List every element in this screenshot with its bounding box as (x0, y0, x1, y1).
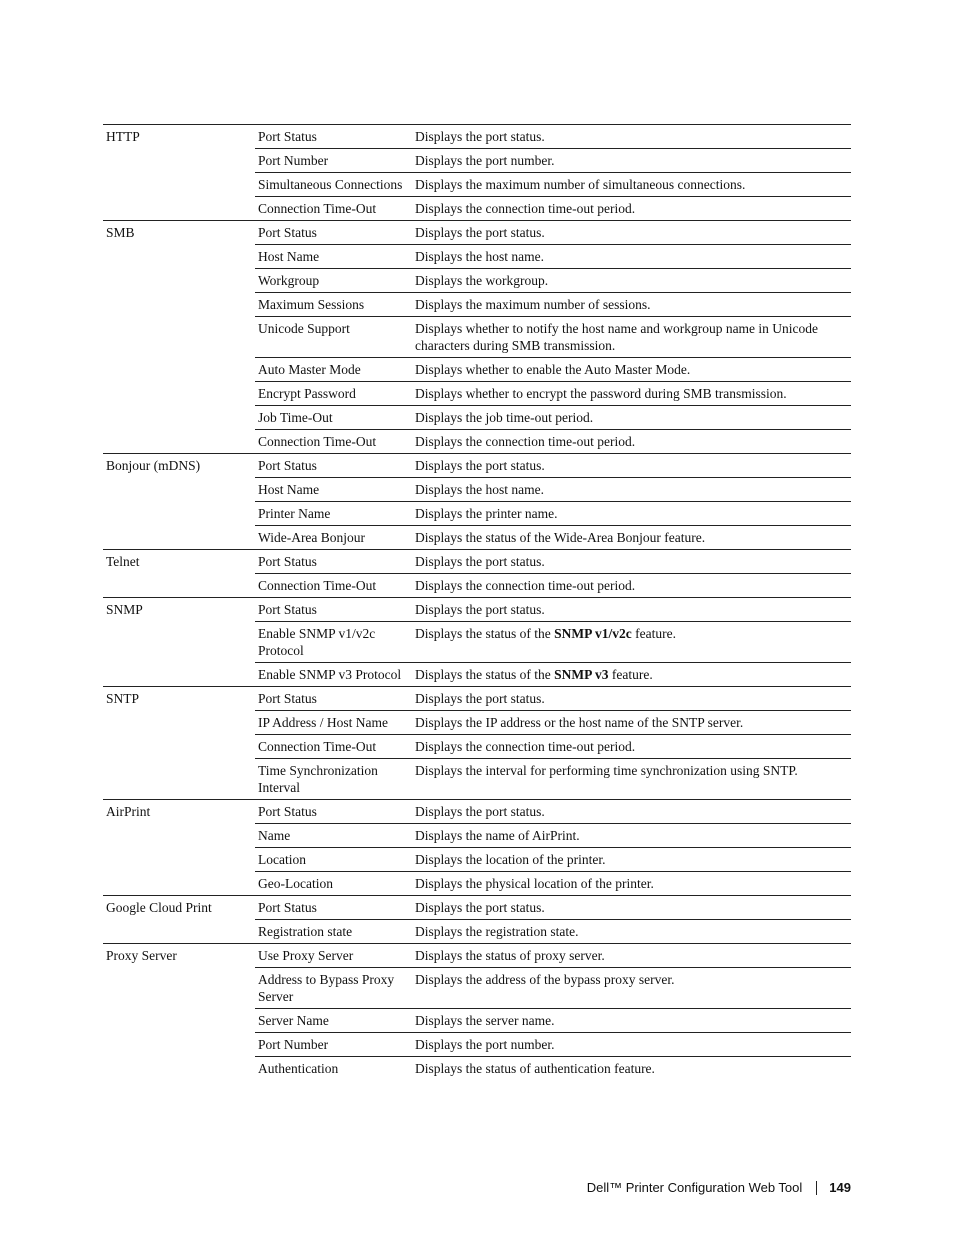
group-name: HTTP (106, 129, 140, 144)
group-name-cell (103, 149, 255, 173)
group-name: Telnet (106, 554, 140, 569)
table-row (103, 197, 851, 221)
table-row (103, 574, 851, 598)
group-name-cell (103, 968, 255, 1009)
item-name: Port Status (255, 221, 412, 245)
item-name: Workgroup (255, 269, 412, 293)
item-description: Displays the registration state. (412, 920, 851, 944)
item-description: Displays the physical location of the printer. (412, 872, 851, 896)
item-description: Displays the port status. (412, 125, 851, 149)
table-row (103, 382, 851, 406)
item-description: Displays the location of the printer. (412, 848, 851, 872)
item-name: Port Status (255, 687, 412, 711)
table-row (103, 173, 851, 197)
group-name: Proxy Server (106, 948, 177, 963)
table-row (103, 663, 851, 687)
table-row (103, 317, 851, 358)
group-name-cell (103, 269, 255, 293)
group-name-cell (103, 221, 255, 245)
group-name: AirPrint (106, 804, 151, 819)
group-name-cell (103, 406, 255, 430)
table-row (103, 896, 851, 920)
table-row (103, 735, 851, 759)
description-text: Displays the status of the (415, 667, 555, 682)
item-name: Enable SNMP v1/v2c Protocol (255, 622, 412, 663)
description-text: Displays the status of the (415, 626, 555, 641)
table-row (103, 968, 851, 1009)
group-name-cell (103, 598, 255, 622)
item-name: Port Status (255, 550, 412, 574)
item-name: IP Address / Host Name (255, 711, 412, 735)
item-description: Displays the workgroup. (412, 269, 851, 293)
table-row (103, 872, 851, 896)
item-description: Displays whether to encrypt the password during SMB transmission. (412, 382, 851, 406)
group-name-cell (103, 1009, 255, 1033)
item-name: Connection Time-Out (255, 735, 412, 759)
item-name: Unicode Support (255, 317, 412, 358)
item-description: Displays the connection time-out period. (412, 574, 851, 598)
group-name-cell (103, 872, 255, 896)
item-name: Host Name (255, 245, 412, 269)
table-row (103, 454, 851, 478)
item-description (412, 622, 851, 663)
item-name: Address to Bypass Proxy Server (255, 968, 412, 1009)
group-name-cell (103, 800, 255, 824)
item-name: Port Number (255, 149, 412, 173)
item-name: Location (255, 848, 412, 872)
item-name: Simultaneous Connections (255, 173, 412, 197)
item-description: Displays the port status. (412, 550, 851, 574)
group-name-cell (103, 173, 255, 197)
table-row (103, 245, 851, 269)
footer-title: Dell™ Printer Configuration Web Tool (586, 1180, 803, 1195)
group-name-cell (103, 896, 255, 920)
item-name: Time Synchronization Interval (255, 759, 412, 800)
item-description: Displays the connection time-out period. (412, 735, 851, 759)
description-emphasis: SNMP v3 (554, 667, 609, 682)
item-description: Displays the host name. (412, 245, 851, 269)
group-name-cell (103, 848, 255, 872)
item-name: Connection Time-Out (255, 197, 412, 221)
table-row (103, 502, 851, 526)
group-name-cell (103, 197, 255, 221)
item-name: Enable SNMP v3 Protocol (255, 663, 412, 687)
item-description (412, 663, 851, 687)
table-row (103, 920, 851, 944)
page-footer (587, 1180, 851, 1195)
item-name: Port Number (255, 1033, 412, 1057)
table-row (103, 944, 851, 968)
item-name: Connection Time-Out (255, 574, 412, 598)
group-name-cell (103, 735, 255, 759)
table-row (103, 406, 851, 430)
group-name-cell (103, 454, 255, 478)
group-name-cell (103, 125, 255, 149)
group-name: SMB (106, 225, 135, 240)
item-description: Displays the address of the bypass proxy server. (412, 968, 851, 1009)
description-text: feature. (608, 667, 653, 682)
table-row (103, 269, 851, 293)
table-row (103, 687, 851, 711)
item-name: Port Status (255, 896, 412, 920)
settings-table (103, 124, 851, 1080)
settings-table-body (103, 125, 851, 1081)
table-row (103, 622, 851, 663)
item-description: Displays the maximum number of sessions. (412, 293, 851, 317)
table-row (103, 149, 851, 173)
table-row (103, 293, 851, 317)
table-row (103, 358, 851, 382)
group-name-cell (103, 759, 255, 800)
item-name: Server Name (255, 1009, 412, 1033)
item-name: Use Proxy Server (255, 944, 412, 968)
item-description: Displays the port status. (412, 896, 851, 920)
group-name: Google Cloud Print (106, 900, 212, 915)
group-name: SNMP (106, 602, 143, 617)
group-name-cell (103, 358, 255, 382)
item-description: Displays the printer name. (412, 502, 851, 526)
item-description: Displays the port status. (412, 454, 851, 478)
item-description: Displays the connection time-out period. (412, 430, 851, 454)
item-name: Encrypt Password (255, 382, 412, 406)
item-description: Displays the name of AirPrint. (412, 824, 851, 848)
item-name: Maximum Sessions (255, 293, 412, 317)
item-name: Job Time-Out (255, 406, 412, 430)
item-description: Displays whether to enable the Auto Master Mode. (412, 358, 851, 382)
description-emphasis: SNMP v1/v2c (554, 626, 632, 641)
table-row (103, 800, 851, 824)
group-name-cell (103, 502, 255, 526)
group-name-cell (103, 824, 255, 848)
group-name-cell (103, 430, 255, 454)
item-description: Displays the host name. (412, 478, 851, 502)
item-description: Displays the port status. (412, 800, 851, 824)
item-name: Name (255, 824, 412, 848)
page-number: 149 (829, 1180, 851, 1195)
item-name: Port Status (255, 125, 412, 149)
item-description: Displays the port status. (412, 687, 851, 711)
item-description: Displays the server name. (412, 1009, 851, 1033)
group-name-cell (103, 574, 255, 598)
table-row (103, 526, 851, 550)
group-name-cell (103, 622, 255, 663)
group-name-cell (103, 550, 255, 574)
item-description: Displays the port number. (412, 1033, 851, 1057)
item-name: Port Status (255, 800, 412, 824)
table-row (103, 478, 851, 502)
item-name: Printer Name (255, 502, 412, 526)
item-name: Geo-Location (255, 872, 412, 896)
group-name-cell (103, 920, 255, 944)
item-name: Auto Master Mode (255, 358, 412, 382)
group-name-cell (103, 293, 255, 317)
item-name: Port Status (255, 598, 412, 622)
table-row (103, 125, 851, 149)
item-name: Host Name (255, 478, 412, 502)
table-row (103, 598, 851, 622)
table-row (103, 1057, 851, 1081)
item-description: Displays the port status. (412, 221, 851, 245)
group-name-cell (103, 382, 255, 406)
item-description: Displays the status of proxy server. (412, 944, 851, 968)
item-description: Displays the status of the Wide-Area Bonjour feature. (412, 526, 851, 550)
group-name-cell (103, 711, 255, 735)
item-description: Displays the interval for performing time synchronization using SNTP. (412, 759, 851, 800)
item-description: Displays the status of authentication feature. (415, 1061, 655, 1076)
group-name-cell (103, 663, 255, 687)
item-description: Displays whether to notify the host name and workgroup name in Unicode characters during SMB transmission. (412, 317, 851, 358)
table-row (103, 711, 851, 735)
table-row (103, 221, 851, 245)
group-name-cell (103, 526, 255, 550)
item-name: Port Status (255, 454, 412, 478)
item-description: Displays the port status. (412, 598, 851, 622)
item-name: Authentication (258, 1061, 339, 1076)
footer-divider (816, 1181, 817, 1195)
table-row (103, 824, 851, 848)
item-description: Displays the maximum number of simultaneous connections. (412, 173, 851, 197)
item-description: Displays the connection time-out period. (412, 197, 851, 221)
group-name-cell (103, 944, 255, 968)
group-name-cell (103, 245, 255, 269)
item-name: Wide-Area Bonjour (255, 526, 412, 550)
table-row (103, 430, 851, 454)
group-name-cell (103, 478, 255, 502)
item-description: Displays the job time-out period. (412, 406, 851, 430)
group-name-cell (103, 1033, 255, 1057)
table-row (103, 848, 851, 872)
item-name: Connection Time-Out (255, 430, 412, 454)
group-name: Bonjour (mDNS) (106, 458, 201, 473)
group-name-cell (103, 1057, 255, 1081)
item-description: Displays the port number. (412, 149, 851, 173)
group-name: SNTP (106, 691, 140, 706)
item-description: Displays the IP address or the host name of the SNTP server. (412, 711, 851, 735)
item-name: Registration state (255, 920, 412, 944)
group-name-cell (103, 317, 255, 358)
table-row (103, 1009, 851, 1033)
description-text: feature. (631, 626, 676, 641)
group-name-cell (103, 687, 255, 711)
table-row (103, 759, 851, 800)
table-row (103, 1033, 851, 1057)
table-row (103, 550, 851, 574)
